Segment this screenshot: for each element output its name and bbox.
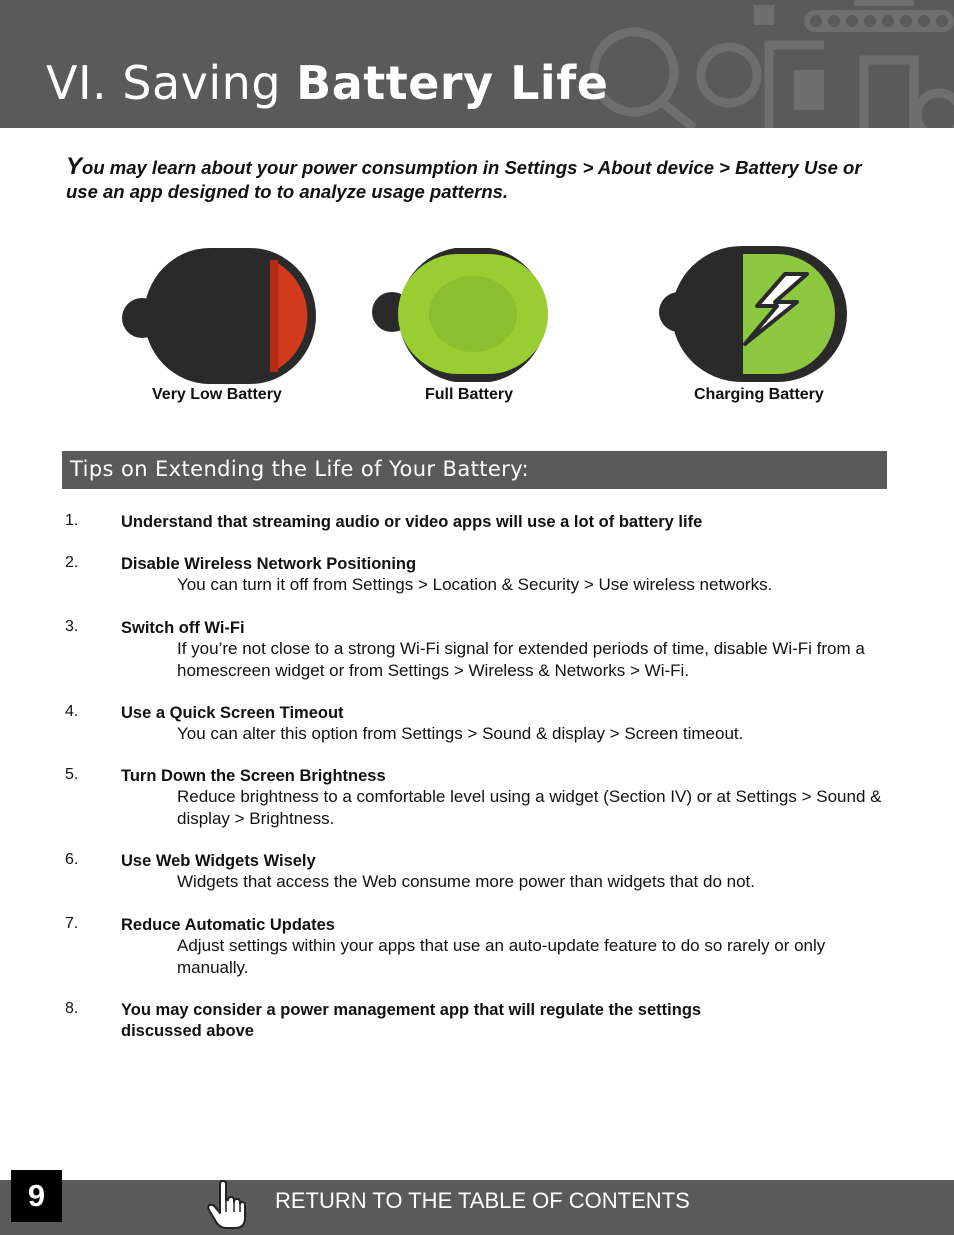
page-number: 9 [11,1170,62,1222]
charging-battery-icon [657,244,852,384]
tip-heading: Turn Down the Screen Brightness [121,767,386,785]
tip-heading: Use Web Widgets Wisely [121,852,316,870]
title-prefix: VI. Saving [46,56,297,110]
tip-number: 6. [65,851,79,868]
tip-heading: Switch off Wi-Fi [121,619,245,637]
full-battery-icon [370,246,565,386]
tip-body: Reduce brightness to a comfortable level using a widget (Section IV) or at Settings > Sound & display > Brightness. [177,787,882,828]
hand-pointer-icon[interactable] [206,1180,246,1230]
tip-number: 1. [65,512,79,529]
tip-number: 5. [65,766,79,783]
title-main: Battery Life [296,56,609,110]
full-battery-label: Full Battery [425,386,514,403]
intro-paragraph [66,155,896,204]
tip-heading: Disable Wireless Network Positioning [121,555,417,573]
tip-body: Adjust settings within your apps that use an auto-update feature to do so rarely or only manually. [177,936,826,977]
tip-heading: Reduce Automatic Updates [121,916,335,934]
very-low-battery-label: Very Low Battery [152,386,282,403]
charging-battery-label: Charging Battery [694,386,824,403]
tip-number: 4. [65,703,79,720]
tip-number: 7. [65,915,79,932]
tips-heading-bar [62,451,887,489]
page-title [46,56,608,110]
tip-body: If you’re not close to a strong Wi-Fi signal for extended periods of time, disable Wi-Fi from a homescreen widget or from Settings > Wireless & Networks > Wi-Fi. [177,639,865,680]
tip-body: Widgets that access the Web consume more power than widgets that do not. [177,872,755,891]
tips-heading: Tips on Extending the Life of Your Battery: [70,457,529,481]
tip-number: 3. [65,618,79,635]
tip-number: 8. [65,1000,79,1017]
tip-body: You can alter this option from Settings > Sound & display > Screen timeout. [177,724,744,743]
tip-number: 2. [65,554,79,571]
intro-text: ou may learn about your power consumption in Settings > About device > Battery Use or use an app designed to to analyze usage patterns. [66,157,862,202]
very-low-battery-icon [120,246,320,386]
tip-heading: Use a Quick Screen Timeout [121,704,344,722]
circuit-decoration-icon [554,0,954,128]
page-header [0,0,954,128]
intro-first-letter: Y [66,153,83,180]
return-to-contents-link[interactable]: RETURN TO THE TABLE OF CONTENTS [275,1188,690,1213]
tip-heading: Understand that streaming audio or video apps will use a lot of battery life [121,513,703,531]
tip-heading: You may consider a power management app that will regulate the settings discussed above [121,1001,702,1040]
tip-body: You can turn it off from Settings > Location & Security > Use wireless networks. [177,575,773,594]
